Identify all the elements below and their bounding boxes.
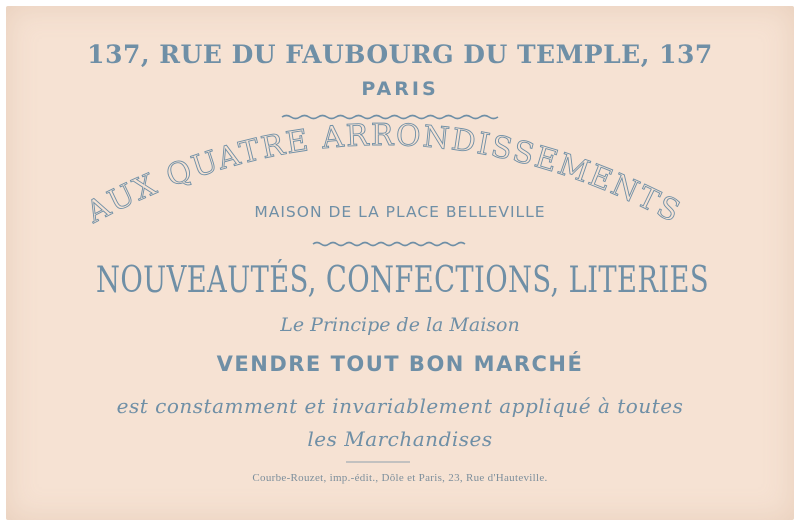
statement-line-2: les Marchandises (307, 427, 493, 451)
statement-line-1: est constamment et invariablement appliqué à toutes (116, 394, 684, 418)
wavy-divider-middle (313, 243, 465, 246)
slogan: VENDRE TOUT BON MARCHÉ (216, 352, 584, 376)
city-label: PARIS (361, 78, 439, 100)
principle-line: Le Principe de la Maison (280, 314, 520, 336)
main-heading: NOUVEAUTÉS, CONFECTIONS, LITERIES (96, 260, 710, 301)
store-name-text: AUX QUATRE ARRONDISSEMENTS (80, 117, 688, 231)
address-line: 137, RUE DU FAUBOURG DU TEMPLE, 137 (87, 40, 713, 69)
printer-imprint: Courbe-Rouzet, imp.-édit., Dôle et Paris, 23, Rue d'Hauteville. (252, 472, 548, 484)
subtitle: MAISON DE LA PLACE BELLEVILLE (254, 203, 546, 221)
